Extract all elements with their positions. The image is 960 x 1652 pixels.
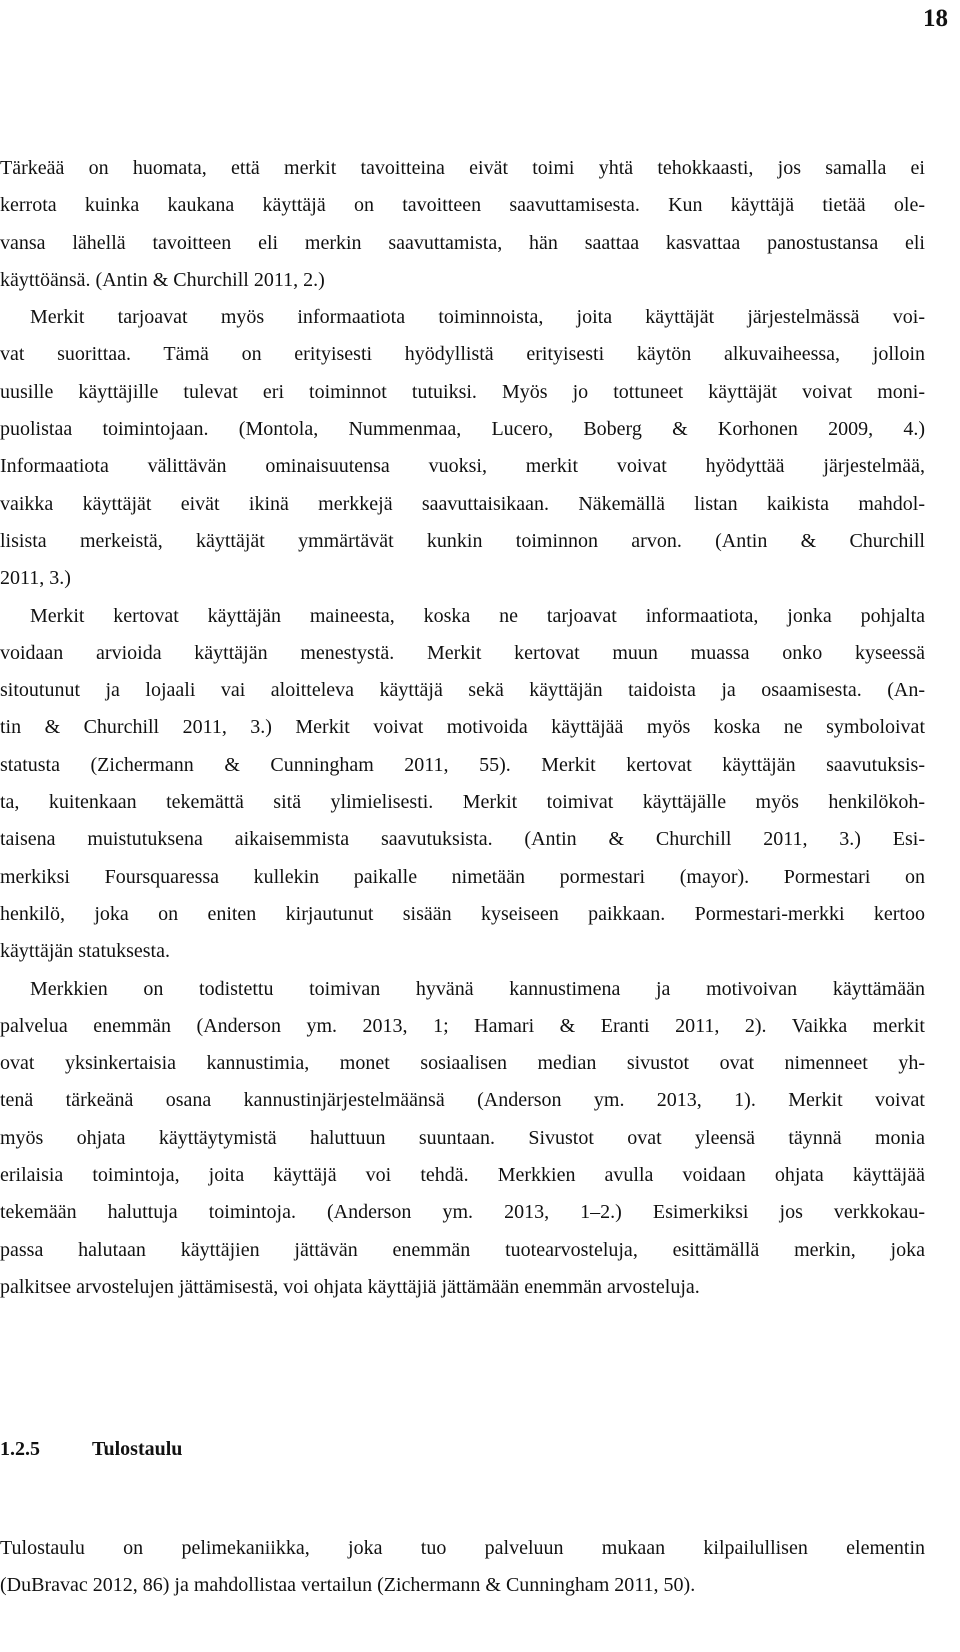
text-line: käyttöänsä. (Antin & Churchill 2011, 2.) (0, 268, 325, 291)
text-line: passa halutaan käyttäjien jättävän enemmän tuotearvosteluja, esittämällä merkin, joka (0, 1238, 925, 1261)
text-line: uusille käyttäjille tulevat eri toiminnot tutuiksi. Myös jo tottuneet käyttäjät voivat moni- (0, 380, 925, 403)
text-line: tenä tärkeänä osana kannustinjärjestelmäänsä (Anderson ym. 2013, 1). Merkit voivat (0, 1089, 925, 1112)
text-line: erilaisia toimintoja, joita käyttäjä voi tehdä. Merkkien avulla voidaan ohjata käyttäjää (0, 1164, 925, 1187)
text-line: voidaan arvioida käyttäjän menestystä. Merkit kertovat muun muassa onko kyseessä (0, 641, 925, 664)
text-line: palvelua enemmän (Anderson ym. 2013, 1; Hamari & Eranti 2011, 2). Vaikka merkit (0, 1014, 925, 1037)
text-line: tekemään haluttuja toimintoja. (Anderson ym. 2013, 1–2.) Esimerkiksi jos verkkokau- (0, 1201, 925, 1224)
text-line: käyttäjän statuksesta. (0, 940, 170, 963)
text-line: (DuBravac 2012, 86) ja mahdollistaa vertailun (Zichermann & Cunningham 2011, 50). (0, 1574, 696, 1597)
text-line: palkitsee arvostelujen jättämisestä, voi ohjata käyttäjiä jättämään enemmän arvosteluja. (0, 1275, 700, 1298)
paragraph-information (0, 299, 925, 597)
paragraph-leaderboard (0, 1530, 925, 1605)
section-title: Tulostaulu (92, 1438, 183, 1460)
text-line: myös ohjata käyttäytymistä haluttuun suuntaan. Sivustot ovat yleensä täynnä monia (0, 1126, 925, 1149)
body-text-section (0, 1530, 925, 1605)
text-line: Tärkeää on huomata, että merkit tavoitteina eivät toimi yhtä tehokkaasti, jos samalla ei (0, 157, 925, 179)
text-line: tin & Churchill 2011, 3.) Merkit voivat motivoida käyttäjää myös koska ne symboloivat (0, 716, 925, 739)
text-line: Merkit kertovat käyttäjän maineesta, koska ne tarjoavat informaatiota, jonka pohjalta (30, 604, 925, 627)
paragraph-reputation (0, 598, 925, 971)
text-line: Merkkien on todistettu toimivan hyvänä kannustimena ja motivoivan käyttämään (30, 977, 925, 1000)
text-line: Tulostaulu on pelimekaniikka, joka tuo palveluun mukaan kilpailullisen elementin (0, 1537, 925, 1559)
text-line: 2011, 3.) (0, 567, 71, 590)
text-line: Merkit tarjoavat myös informaatiota toiminnoista, joita käyttäjät järjestelmässä voi- (30, 306, 925, 329)
body-text (0, 150, 925, 1306)
text-line: vat suorittaa. Tämä on erityisesti hyödyllistä erityisesti käytön alkuvaiheessa, jolloin (0, 343, 925, 366)
text-line: statusta (Zichermann & Cunningham 2011, 55). Merkit kertovat käyttäjän saavutuksis- (0, 753, 925, 776)
text-line: taisena muistutuksena aikaisemmista saavutuksista. (Antin & Churchill 2011, 3.) Esi- (0, 828, 925, 851)
text-line: vansa lähellä tavoitteen eli merkin saavuttamista, hän saattaa kasvattaa panostustansa eli (0, 231, 925, 254)
paragraph-motivation (0, 971, 925, 1307)
text-line: ta, kuitenkaan tekemättä sitä ylimielisesti. Merkit toimivat käyttäjälle myös henkilökoh- (0, 791, 925, 814)
text-line: lisista merkeistä, käyttäjät ymmärtävät kunkin toiminnon arvon. (Antin & Churchill (0, 529, 925, 552)
section-number: 1.2.5 (0, 1438, 40, 1460)
text-line: kerrota kuinka kaukana käyttäjä on tavoitteen saavuttamisesta. Kun käyttäjä tietää ole- (0, 194, 925, 217)
text-line: puolistaa toimintojaan. (Montola, Nummenmaa, Lucero, Boberg & Korhonen 2009, 4.) (0, 418, 925, 441)
text-line: Informaatiota välittävän ominaisuutensa vuoksi, merkit voivat hyödyttää järjestelmää, (0, 455, 925, 478)
text-line: henkilö, joka on eniten kirjautunut sisään kyseiseen paikkaan. Pormestari-merkki kertoo (0, 902, 925, 925)
section-heading (0, 1434, 182, 1464)
text-line: merkiksi Foursquaressa kullekin paikalle nimetään pormestari (mayor). Pormestari on (0, 865, 925, 888)
text-line: sitoutunut ja lojaali vai aloitteleva käyttäjä sekä käyttäjän taidoista ja osaamisesta. (An- (0, 679, 925, 702)
text-line: vaikka käyttäjät eivät ikinä merkkejä saavuttaisikaan. Näkemällä listan kaikista mahdol- (0, 492, 925, 515)
paragraph-goal-feedback (0, 150, 925, 299)
text-line: ovat yksinkertaisia kannustimia, monet sosiaalisen median sivustot ovat nimenneet yh- (0, 1052, 925, 1075)
page-number: 18 (923, 5, 948, 32)
